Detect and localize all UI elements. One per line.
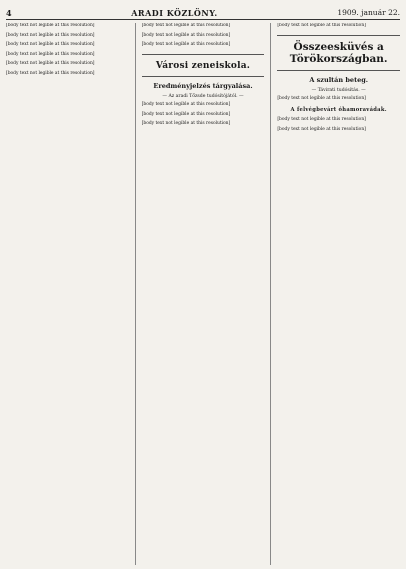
section-divider — [142, 54, 265, 55]
body-paragraph: [body text not legible at this resolution] — [277, 23, 366, 28]
page-header — [6, 6, 400, 20]
subsection-heading: A szultán beteg. — [309, 75, 369, 84]
masthead-title: ARADI KÖZLÖNY. — [131, 7, 218, 18]
body-paragraph: [body text not legible at this resolution] — [6, 70, 95, 76]
subsection-note: — Távirati tudósítás. — — [311, 87, 366, 93]
issue-date: 1909. január 22. — [337, 8, 400, 17]
body-paragraph: [body text not legible at this resolution] — [277, 126, 366, 132]
body-paragraph: [body text not legible at this resolution] — [6, 61, 95, 67]
page-number: 4 — [6, 7, 12, 18]
column-2 — [135, 23, 265, 565]
column-1 — [6, 23, 129, 565]
body-paragraph: [body text not legible at this resolution] — [141, 121, 231, 127]
subsection-note: — Az aradi Tőzsde tudósítójától. — — [162, 93, 244, 99]
body-paragraph: [body text not legible at this resolution] — [277, 117, 366, 123]
section-divider — [277, 35, 400, 36]
body-paragraph: [body text not legible at this resolution] — [141, 42, 231, 48]
body-paragraph: [body text not legible at this resolution] — [141, 111, 231, 117]
body-paragraph: [body text not legible at this resolution] — [141, 32, 231, 38]
body-paragraph: [body text not legible at this resolution] — [277, 95, 366, 101]
subsection-heading-2: A felvégbevárt óhamoravádak. — [290, 107, 387, 114]
body-paragraph: [body text not legible at this resolution] — [6, 51, 95, 57]
column-3 — [270, 23, 400, 565]
body-paragraph: [body text not legible at this resolution] — [6, 32, 95, 38]
body-paragraph: [body text not legible at this resolution] — [141, 101, 231, 107]
body-paragraph: [body text not legible at this resolution] — [6, 23, 95, 28]
section-divider — [277, 70, 400, 71]
section-divider — [142, 76, 265, 77]
article-columns — [6, 23, 400, 565]
section-heading: Városi zeneiskola. — [155, 61, 251, 72]
body-paragraph: [body text not legible at this resolution] — [141, 23, 231, 28]
section-heading: Összeesküvés a Törökországban. — [289, 41, 388, 66]
body-paragraph: [body text not legible at this resolution] — [6, 42, 95, 48]
subsection-heading: Eredményjelzés tárgyalása. — [153, 81, 253, 90]
